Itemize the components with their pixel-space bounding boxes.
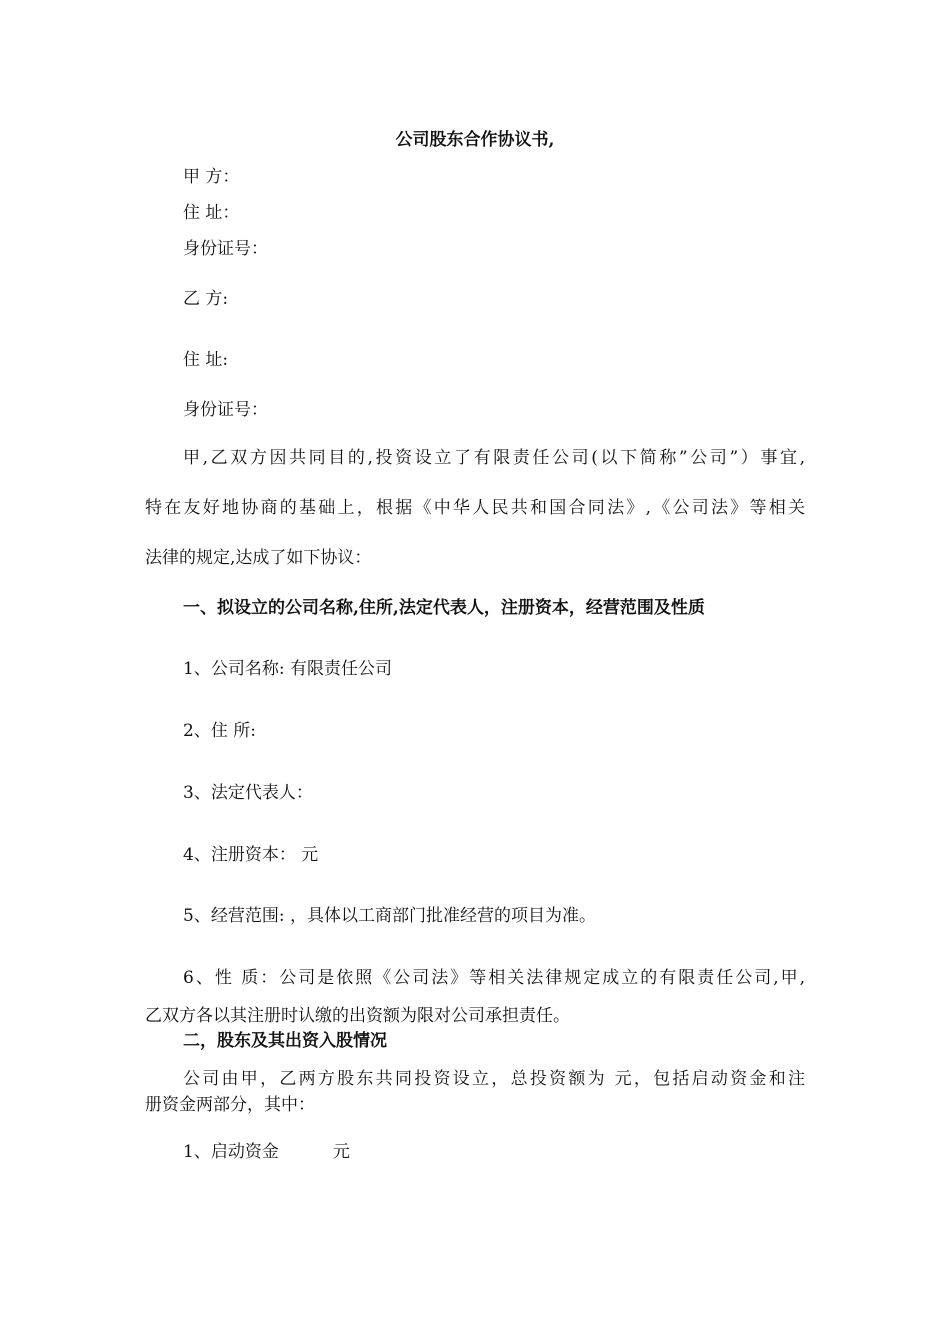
section2-para-line-1: 公司由甲，乙两方股东共同投资设立，总投资额为 元，包括启动资金和注 xyxy=(183,1069,805,1089)
section1-item-company-name: 1、公司名称: 有限责任公司 xyxy=(183,659,392,679)
party-a-id-label: 身份证号： xyxy=(183,239,268,259)
party-b-name-label: 乙 方: xyxy=(183,289,229,309)
section1-item-capital: 4、注册资本： 元 xyxy=(183,845,319,865)
intro-line-1: 甲,乙双方因共同目的,投资设立了有限责任公司(以下简称”公司”）事宜, xyxy=(183,448,805,468)
intro-line-3: 法律的规定,达成了如下协议： xyxy=(145,548,372,568)
party-a-address-label: 住 址： xyxy=(183,203,240,223)
section2-para-line-2: 册资金两部分，其中： xyxy=(145,1095,315,1115)
party-a-name-label: 甲 方： xyxy=(183,167,240,187)
section2-item-startup-funds: 1、启动资金 元 xyxy=(183,1142,350,1162)
section1-item6-line-1: 6、性 质：公司是依照《公司法》等相关法律规定成立的有限责任公司,甲, xyxy=(183,968,805,988)
section1-heading: 一、拟设立的公司名称,住所,法定代表人，注册资本，经营范围及性质 xyxy=(183,598,705,618)
section1-item-address: 2、住 所: xyxy=(183,721,256,741)
section1-item6-line-2: 乙双方各以其注册时认缴的出资额为限对公司承担责任。 xyxy=(145,1006,570,1026)
section2-heading: 二，股东及其出资入股情况 xyxy=(183,1031,387,1051)
section1-item-scope: 5、经营范围: ，具体以工商部门批准经营的项目为准。 xyxy=(183,906,596,926)
party-b-id-label: 身份证号： xyxy=(183,400,268,420)
section1-item-legal-rep: 3、法定代表人： xyxy=(183,783,313,803)
party-b-address-label: 住 址: xyxy=(183,350,229,370)
intro-line-2: 特在友好地协商的基础上，根据《中华人民共和国合同法》,《公司法》等相关 xyxy=(145,498,805,518)
document-title: 公司股东合作协议书, xyxy=(395,130,555,150)
